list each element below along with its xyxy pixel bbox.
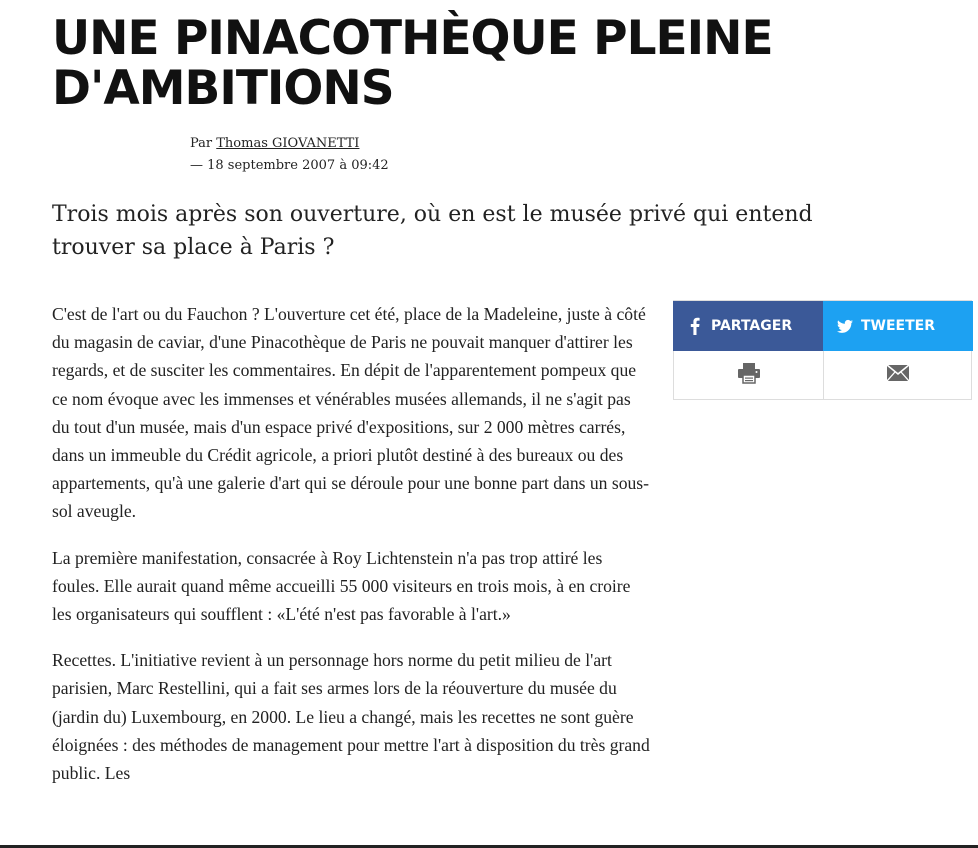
byline (190, 133, 389, 177)
article-body (52, 300, 652, 805)
publication-date: — 18 septembre 2007 à 09:42 (190, 158, 389, 173)
share-box (673, 300, 972, 400)
twitter-share-label: TWEETER (861, 318, 936, 334)
paragraph: C'est de l'art ou du Fauchon ? L'ouverture cet été, place de la Madeleine, juste à côté du magasin de caviar, d'une Pinacothèque de Paris ne pouvait manquer d'attirer les regards, et de susciter les commentaires. En dépit de l'apparentement pompeux que ce nom évoque avec les immenses et vénérables musées allemands, il ne s'agit pas du tout d'un musée, mais d'un espace privé d'expositions, sur 2 000 mètres carrés, dans un immeuble du Crédit agricole, a priori plutôt destiné à des bureaux ou des appartements, qu'à une galerie d'art qui se déroule pour une bonne part dans un sous-sol aveugle. (52, 304, 650, 522)
envelope-icon (887, 365, 909, 386)
printer-icon (737, 362, 761, 389)
facebook-share-button[interactable] (673, 301, 823, 351)
facebook-share-label: PARTAGER (711, 318, 793, 334)
facebook-icon (687, 316, 703, 336)
article-title: UNE PINACOTHÈQUE PLEINE D'AMBITIONS (52, 11, 773, 116)
paragraph: Recettes. L'initiative revient à un personnage hors norme du petit milieu de l'art parisien, Marc Restellini, qui a fait ses armes lors de la réouverture du musée du (jardin du) Luxembourg, en 2000. Le lieu a changé, mais les recettes ne sont guère éloignées : des méthodes de management pour mettre l'art à disposition du très grand public. Les (52, 650, 650, 784)
twitter-icon (837, 316, 853, 336)
twitter-share-button[interactable] (823, 301, 973, 351)
paragraph: La première manifestation, consacrée à Roy Lichtenstein n'a pas trop attiré les foules. Elle aurait quand même accueilli 55 000 visiteurs en trois mois, à en croire les organisateurs qui soufflent : «L'été n'est pas favorable à l'art.» (52, 547, 631, 625)
byline-prefix: Par (190, 136, 217, 151)
email-button[interactable] (823, 351, 972, 400)
article-subtitle: Trois mois après son ouverture, où en est le musée privé qui entend trouver sa place à Paris ? (52, 202, 813, 260)
print-button[interactable] (674, 351, 824, 400)
author-link[interactable]: Thomas GIOVANETTI (216, 136, 360, 151)
